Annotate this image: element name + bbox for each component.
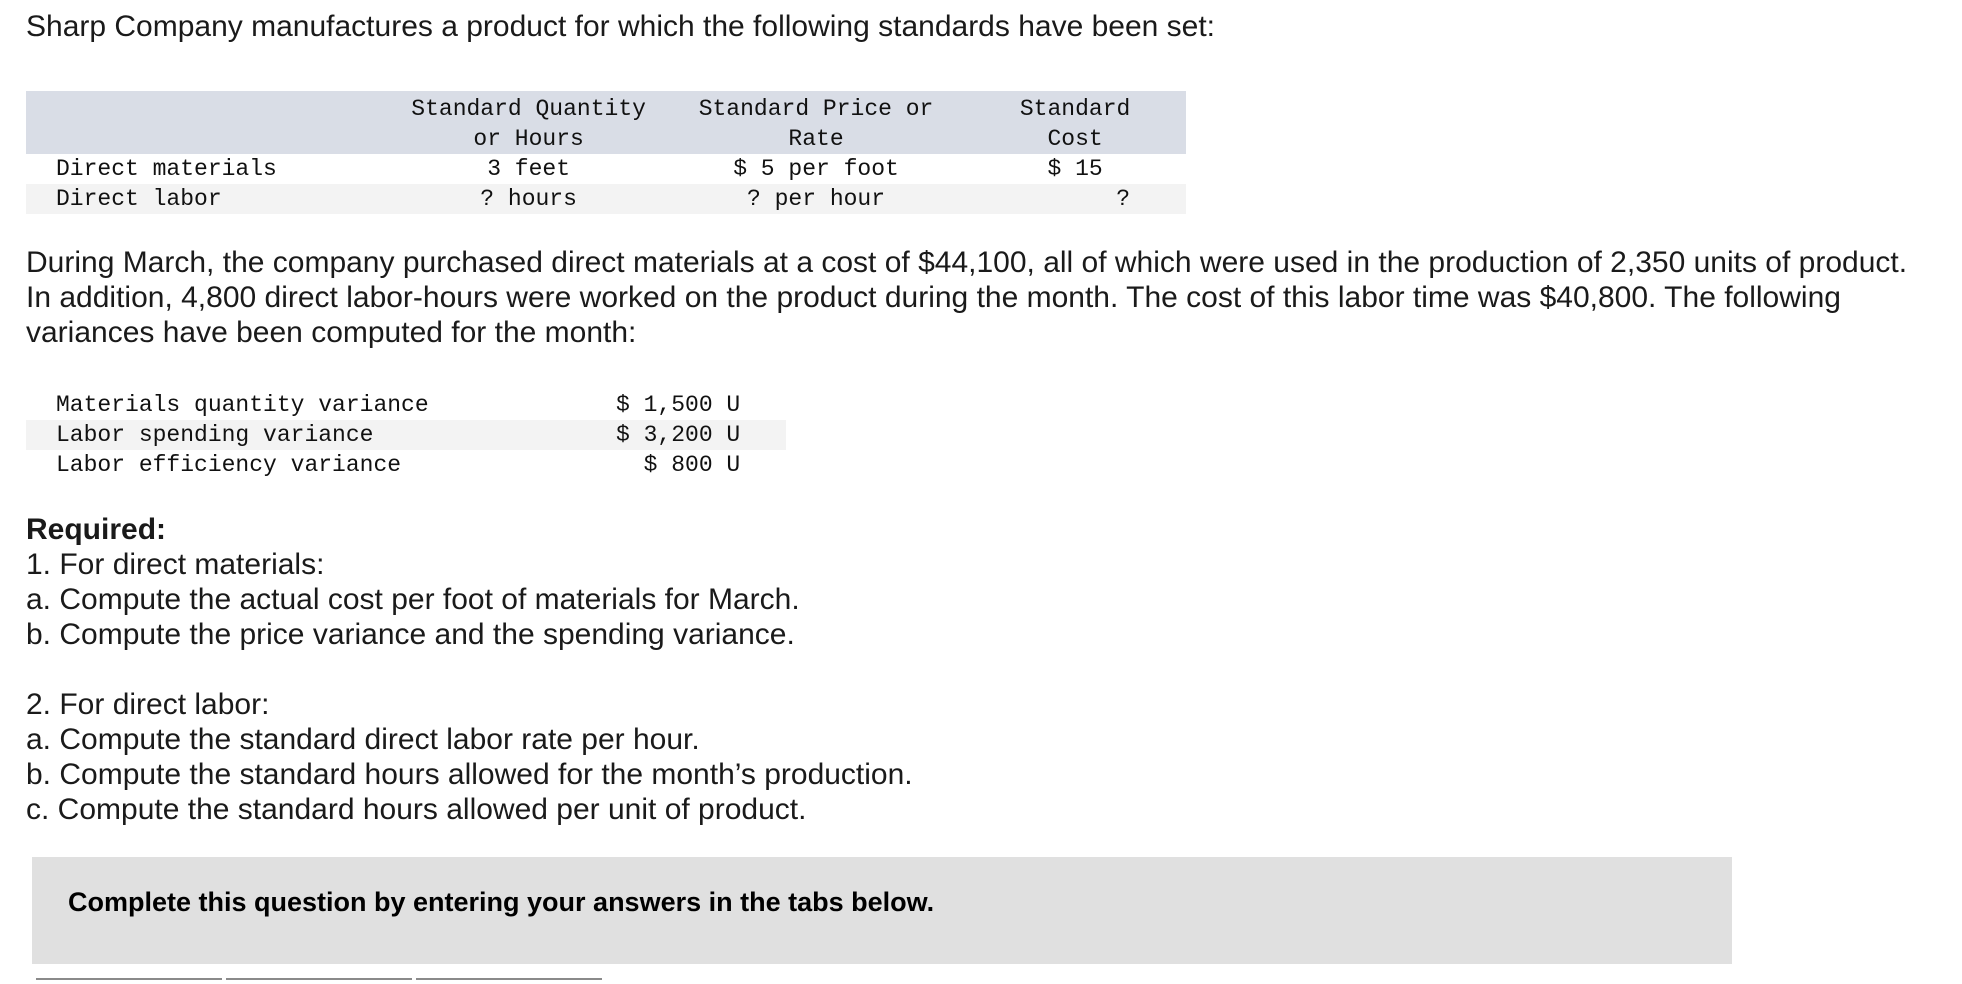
part1-title: 1. For direct materials: — [26, 548, 325, 581]
row-quantity: ? hours — [480, 186, 577, 212]
tab-required-2[interactable] — [226, 978, 412, 984]
row-cost: $ 15 — [1047, 156, 1103, 182]
header-standard-quantity: Standard Quantity or Hours — [411, 96, 646, 152]
table-row — [26, 154, 1186, 184]
row-price: ? per hour — [747, 186, 886, 212]
table-row — [26, 390, 786, 420]
instruction-banner — [32, 857, 1732, 964]
scenario-paragraph: During March, the company purchased direct materials at a cost of $44,100, all of which were used in the production of 2,350 units of product. In addition, 4,800 direct labor-hours were worked on the product during the month. The cost of this labor time was $40,800. The following variances have been computed for the month: — [26, 246, 1908, 349]
required-section — [26, 512, 1936, 827]
part2-item-a: a. Compute the standard direct labor rate per hour. — [26, 723, 700, 756]
row-label: Direct materials — [56, 156, 277, 182]
row-label: Direct labor — [56, 186, 222, 212]
header-blank — [26, 91, 389, 154]
variance-value: $ 1,500 U — [616, 392, 741, 418]
tab-required-3[interactable] — [416, 978, 602, 984]
banner-text: Complete this question by entering your answers in the tabs below. — [68, 887, 935, 917]
part1-item-b: b. Compute the price variance and the spending variance. — [26, 618, 795, 651]
row-price: $ 5 per foot — [733, 156, 899, 182]
standards-header-row — [26, 91, 1186, 154]
header-standard-price: Standard Price or Rate — [698, 96, 934, 152]
variances-table — [26, 390, 786, 480]
table-row — [26, 184, 1186, 214]
variance-value: $ 3,200 U — [616, 422, 741, 448]
row-quantity: 3 feet — [487, 156, 571, 182]
table-row — [26, 420, 786, 450]
variance-label: Materials quantity variance — [56, 392, 429, 418]
part2-title: 2. For direct labor: — [26, 688, 270, 721]
variance-label: Labor spending variance — [56, 422, 374, 448]
part1-item-a: a. Compute the actual cost per foot of materials for March. — [26, 583, 800, 616]
tab-required-1[interactable] — [36, 978, 222, 984]
required-heading: Required: — [26, 513, 167, 546]
standards-table — [26, 91, 1186, 214]
part2-item-b: b. Compute the standard hours allowed for the month’s production. — [26, 758, 913, 791]
row-cost: ? — [1116, 186, 1130, 212]
header-standard-cost: Standard Cost — [1019, 96, 1131, 152]
variance-value: $ 800 U — [616, 452, 741, 478]
intro-text: Sharp Company manufactures a product for which the following standards have been set: — [26, 10, 1216, 43]
part2-item-c: c. Compute the standard hours allowed per unit of product. — [26, 793, 807, 826]
table-row — [26, 450, 786, 480]
variance-label: Labor efficiency variance — [56, 452, 402, 478]
